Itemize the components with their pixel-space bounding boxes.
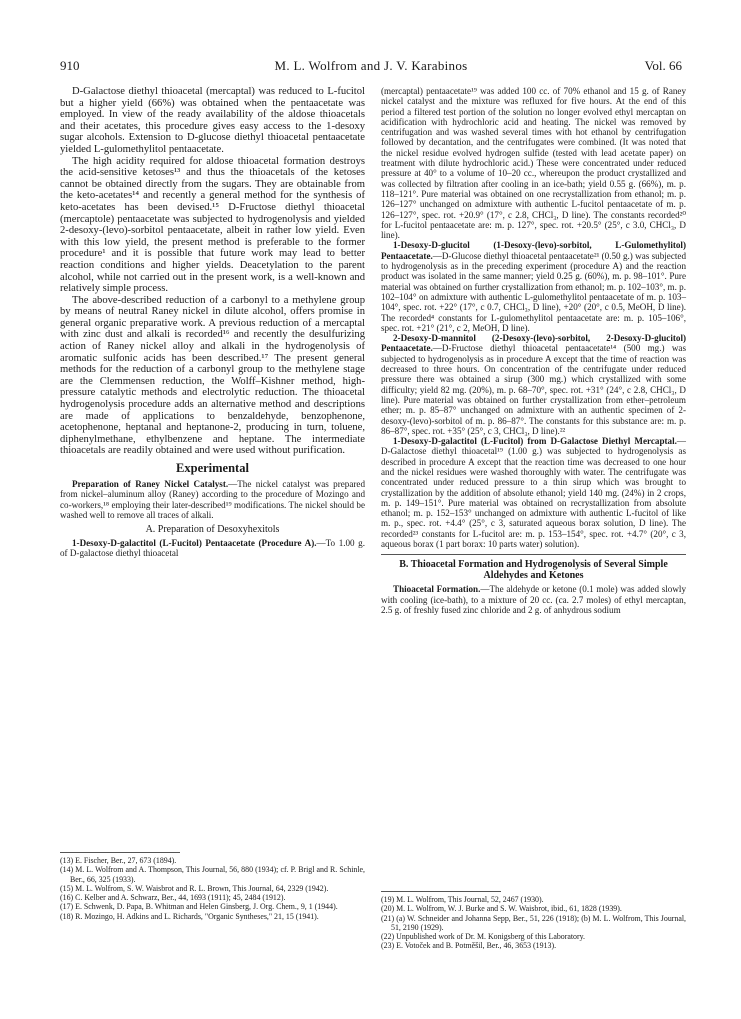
raney-title: Preparation of Raney Nickel Catalyst. xyxy=(72,479,229,489)
fucitol-text: —To 1.00 g. of D-galactose diethyl thioacetal xyxy=(60,538,366,559)
gulo-paragraph xyxy=(381,240,686,333)
footnote-divider xyxy=(381,891,501,892)
fucitol-paragraph xyxy=(60,538,365,559)
left-column xyxy=(60,86,365,559)
footnote: (17) E. Schwenk, D. Papa, B. Whitman and Helen Ginsberg, J. Org. Chem., 9, 1 (1944). xyxy=(60,902,338,912)
raney-text: —The nickel catalyst was prepared from nickel–aluminum alloy (Raney) according to the procedure of Mozingo and co-workers,¹⁸ employing their later-described¹⁹ modifications. The nickel should be washed well to remove all traces of alkali. xyxy=(60,479,365,520)
gulo-title: 1-Desoxy-D-glucitol (1-Desoxy-(levo)-sorbitol, L-Gulomethylitol) Pentaacetate. xyxy=(381,240,686,261)
thioacetal-text: —The aldehyde or ketone (0.1 mole) was added slowly with cooling (ice-bath), to a mixture of 20 cc. (ca. 2.7 moles) of ethyl mercaptan, 2.5 g. of freshly fused zinc chloride and 2 g. of anhydrous sodium xyxy=(381,584,686,615)
mannitol-paragraph xyxy=(381,333,686,436)
footnote: (14) M. L. Wolfrom and A. Thompson, This Journal, 56, 880 (1934); cf. P. Brigl and R. Schinle, Ber., 66, 325 (1933). xyxy=(60,865,365,884)
intro-paragraph-2: The high acidity required for aldose thioacetal formation destroys the acid-sensitive ketoses¹³ and thus the thioacetals of the ketoses cannot be obtained directly from the sugars. They are obtainable from the keto-acetates¹⁴ and recently a general method for the synthesis of keto-acetates has been devised.¹⁵ D-Fructose diethyl thioacetal (mercaptole) pentaacetate was subjected to hydrogenolysis and yielded 2-desoxy-(levo)-sorbitol pentaacetate, albeit in rather low yield. Even with this low yield, the present method is preferable to the former procedure¹ and it is possible that future work may lead to better reaction conditions and higher yields. Deacetylation to the parent alcohol, while not carried out in the present work, is a well-known and relatively simple process. xyxy=(60,155,365,295)
intro-paragraph-1: D-Galactose diethyl thioacetal (mercaptal) was reduced to L-fucitol but a higher yield (66%) was obtained when the pentaacetate was employed. In view of the ready availability of the aldose thioacetals and their acetates, this procedure gives easy access to the 1-desoxy sugar alcohols. Extension to D-glucose diethyl thioacetal pentaacetate yielded L-gulomethylitol pentaacetate. xyxy=(60,86,365,155)
footnote: (21) (a) W. Schneider and Johanna Sepp, Ber., 51, 226 (1918); (b) M. L. Wolfrom, This Journal, 51, 2190 (1929). xyxy=(381,913,686,932)
fucitol-b-text: —D-Galactose diethyl thioacetal¹⁹ (1.00 g.) was subjected to hydrogenolysis as described in procedure A except that the reaction time was decreased to one hour and the nickel residues were washed thoroughly with water. The centrifugate was concentrated under reduced pressure to a thin sirup which was brought to crystallization by the addition of absolute ethanol; yield 140 mg. (24%) in 2 crops, m. p. 149–151°. Pure material was obtained on recrystallization from absolute ethanol; m. p. 152–153° unchanged on admixture with authentic L-fucitol of like m. p., spec. rot. +4.4° (25°, c 3, saturated aqueous borax solution, D line). The recorded²³ constants for L-fucitol are: m. p. 153–154°, spec. rot. +4.7° (20°, c 3, aqueous borax (1 part borax: 10 parts water) solution). xyxy=(381,436,686,550)
footnote: (20) M. L. Wolfrom, W. J. Burke and S. W. Waisbrot, ibid., 61, 1828 (1939). xyxy=(381,904,622,914)
fucitol-b-paragraph xyxy=(381,436,686,549)
thioacetal-paragraph xyxy=(381,584,686,615)
footnote: (15) M. L. Wolfrom, S. W. Waisbrot and R. L. Brown, This Journal, 64, 2329 (1942). xyxy=(60,883,329,893)
footnotes-left xyxy=(60,848,365,921)
fucitol-b-title: 1-Desoxy-D-galactitol (L-Fucitol) from D-Galactose Diethyl Mercaptal. xyxy=(393,436,677,447)
volume-label: Vol. 66 xyxy=(644,58,682,73)
raney-paragraph xyxy=(60,479,365,520)
right-column xyxy=(381,86,686,615)
mannitol-title: 2-Desoxy-D-mannitol (2-Desoxy-(levo)-sorbitol, 2-Desoxy-D-glucitol) Pentaacetate. xyxy=(381,333,686,354)
footnote: (16) C. Kelber and A. Schwarz, Ber., 44, 1693 (1911); 45, 2484 (1912). xyxy=(60,893,286,903)
running-head-authors: M. L. Wolfrom and J. V. Karabinos xyxy=(274,58,468,73)
page-number: 910 xyxy=(60,58,80,73)
footnote: (19) M. L. Wolfrom, This Journal, 52, 2467 (1930). xyxy=(381,895,544,904)
footnote: (23) E. Votoček and B. Potměšil, Ber., 46, 3653 (1913). xyxy=(381,941,557,951)
fucitol-title: 1-Desoxy-D-galactitol (L-Fucitol) Pentaacetate (Procedure A). xyxy=(72,538,317,549)
gulo-text: —D-Glucose diethyl thioacetal pentaacetate²¹ (0.50 g.) was subjected to hydrogenolysis as in the preceding experiment (procedure A) and the reaction product was isolated in the same manner; yield 0.25 g. (60%), m. p. 98–101°. Pure material was obtained on further crystallization from ethanol; m. p. 102–103°, m. p. 102–104° on admixture with authentic L-gulomethylitol pentaacetate of m. p. 103–104°, spec. rot. +22° (17°, c 0.7, CHCl₃, D line), +20° (20°, c 0.5, MeOH, D line). The recorded⁴ constants for L-gulomethylitol pentaacetate are: m. p. 105–106°, spec. rot. +21° (21°, c 2, MeOH, D line). xyxy=(381,250,686,333)
mannitol-text: —D-Fructose diethyl thioacetal pentaacetate¹⁴ (500 mg.) was subjected to hydrogenolysis as in procedure A except that the time of reaction was decreased to three hours. On concentration of the centrifugate under reduced pressure there was obtained a sirup (300 mg.) which crystallized with some difficulty; yield 82 mg. (20%), m. p. 68–70°, spec. rot. +31° (24°, c 2.8, CHCl₃, D line). Pure material was obtained on further crystallization from ether–petroleum ether; m. p. 85–87° unchanged on admixture with an authentic specimen of 2-desoxy-(levo)-sorbitol of m. p. 86–87°. The constants for this substance are: m. p. 86–87°, spec. rot. +35° (25°, c 3, CHCl₃, D line).²² xyxy=(381,343,686,436)
intro-paragraph-3: The above-described reduction of a carbonyl to a methylene group by means of neutral Raney nickel in dilute alcohol, offers promise in general organic preparative work. A previous reduction of a mercaptal with zinc dust and alkali is recorded¹⁶ and recently the desulfurizing action of Raney nickel alloy and alkali in the hydrogenolysis of aromatic sulfonic acids has been described.¹⁷ The present general methods for the reduction of a carbonyl group to the methylene stage are the Clemmensen reduction, the Wolff–Kishner method, high-pressure catalytic methods and electrolytic reduction. The thioacetal hydrogenolysis procedure adds an alternative method and descriptions are made of applications to benzaldehyde, benzophenone, acetophenone, heptanal and heptanone-2, producing in turn, toluene, diphenylmethane, ethylbenzene and heptane. The intermediate thioacetals are readily obtained and were used without purification. xyxy=(60,294,365,457)
section-a-heading: A. Preparation of Desoxyhexitols xyxy=(145,524,280,536)
footnote-divider xyxy=(60,852,180,853)
section-divider xyxy=(381,554,686,555)
footnotes-right xyxy=(381,887,686,951)
fucitol-continuation: (mercaptal) pentaacetate¹⁹ was added 100 cc. of 70% ethanol and 15 g. of Raney nickel catalyst and the mixture was refluxed for five hours. At the end of this period a filtered test portion of the solution no longer evolved ethyl mercaptan on acidification with hydrochloric acid and heating. The nickel was removed by centrifugation and was washed several times with hot ethanol by centrifugation followed by decantation, and the centrifugates were combined. (It was noted that the nickel residue evolved hydrogen sulfide (tested with lead acetate paper) on treatment with dilute hydrochloric acid.) These were concentrated under reduced pressure at 40° to a volume of 10–20 cc., whereupon the product crystallized and was collected by filtration after cooling in an ice-bath; yield 0.55 g. (66%), m. p. 118–121°. Pure material was obtained on one recrystallization from ethanol; m. p. 126–127° unchanged on admixture with authentic L-fucitol pentaacetate of m. p. 126–127°, spec. rot. +20.9° (17°, c 2.8, CHCl₃, D line). The constants recorded²⁰ for L-fucitol pentaacetate are: m. p. 127°, spec. rot. +20.5° (25°, c 3.0, CHCl₃, D line). xyxy=(381,86,686,241)
footnote: (22) Unpublished work of Dr. M. Konigsberg of this Laboratory. xyxy=(381,932,586,942)
page-header xyxy=(60,58,682,76)
footnote: (18) R. Mozingo, H. Adkins and L. Richards, "Organic Syntheses," 21, 15 (1941). xyxy=(60,911,319,921)
section-b-heading: B. Thioacetal Formation and Hydrogenolysis of Several Simple Aldehydes and Ketones xyxy=(399,559,668,582)
footnote: (13) E. Fischer, Ber., 27, 673 (1894). xyxy=(60,856,177,865)
experimental-heading: Experimental xyxy=(176,461,249,475)
thioacetal-title: Thioacetal Formation. xyxy=(393,584,481,595)
